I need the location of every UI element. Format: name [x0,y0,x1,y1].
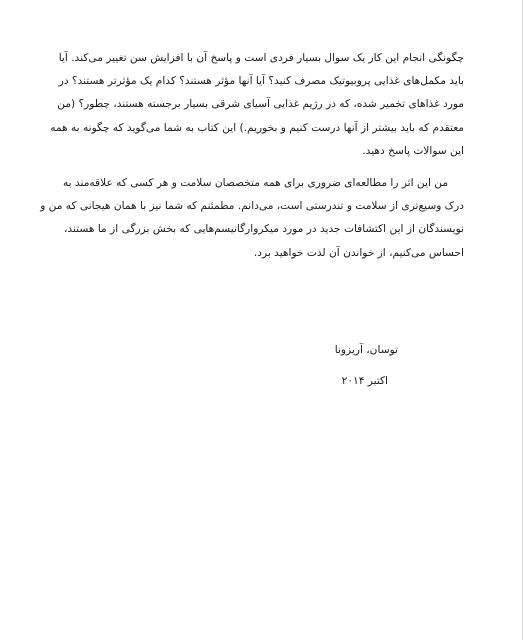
signature-block [335,338,398,394]
text-line: احساس می‌کنیم، از خواندن آن لذت خواهید برد. [253,246,464,259]
text-line: باید مکمل‌های غذایی پروبیوتیک مصرف کنید؟ آیا آنها مؤثر هستند؟ کدام یک مؤثرتر هستند؟ در [58,75,464,88]
paragraph-1 [50,47,464,163]
paragraph-2 [40,172,464,265]
text-line: چگونگی انجام این کار یک سوال بسیار فردی است و پاسخ آن با افزایش سن تغییر می‌کند. آیا [58,52,464,64]
text-line: معتقدم که باید بیشتر از آنها درست کنیم و بخوریم.) این کتاب به شما می‌گوید که چگونه به همه [50,121,464,134]
text-line: درک وسیع‌تری از سلامت و تندرستی است، می‌دانم. مطمئنم که شما نیز با همان هیجانی که من و [40,200,464,213]
text-line: مورد غذاهای تخمیر شده، که در رژیم غذایی آسیای شرقی بسیار برجسته هستند، چطور؟ (من [57,98,464,111]
text-line: نویسندگان از این اکتشافات جدید در مورد میکروارگانیسم‌هایی که بخش بزرگی از ما هستند، [64,223,464,236]
document-body [40,47,464,265]
text-line: این سوالات پاسخ دهید. [362,144,464,157]
signature-date: اکتبر ۲۰۱۴ [341,375,388,387]
text-line: من این اثر را مطالعه‌ای ضروری برای همه متخصصان سلامت و هر کسی که علاقه‌مند به [62,177,448,190]
signature-location: توسان، آریزونا [334,344,398,356]
